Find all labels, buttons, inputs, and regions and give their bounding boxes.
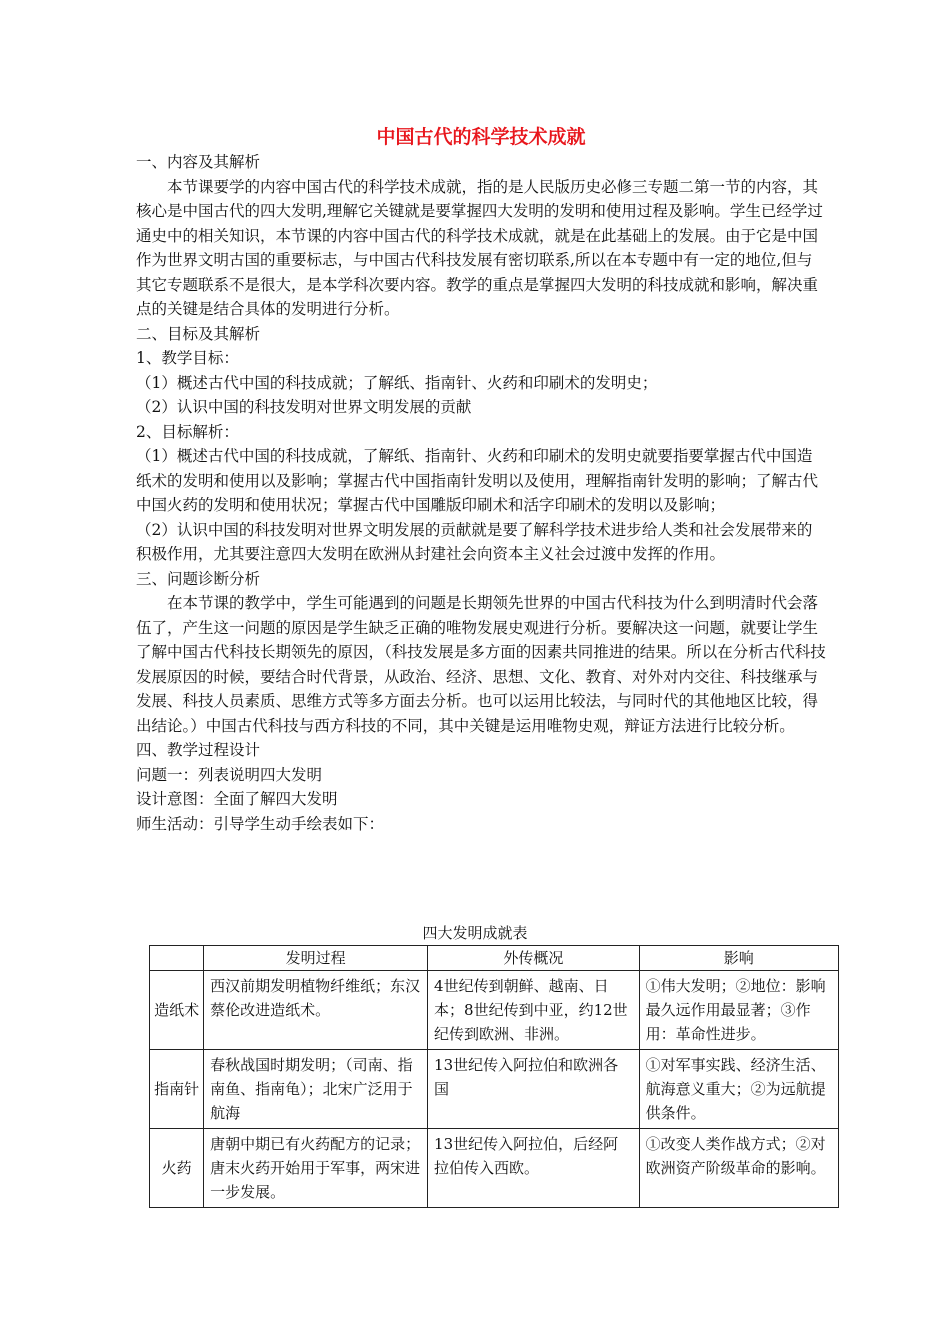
section-3-paragraph: 在本节课的教学中，学生可能遇到的问题是长期领先世界的中国古代科技为什么到明清时代会落伍了，产生这一问题的原因是学生缺乏正确的唯物发展史观进行分析。要解决这一问题，就要让学生了解中国古代科技长期领先的原因，（科技发展是多方面的因素共同推进的结果。所以在分析古代科技发展原因的时候，要结合时代背景，从政治、经济、思想、文化、教育、对外对内交往、科技继承与发展、科技人员素质、思维方式等多方面去分析。也可以运用比较法，与同时代的其他地区比较，得出结论。）中国古代科技与西方科技的不同，其中关键是运用唯物史观，辩证方法进行比较分析。: [136, 594, 826, 735]
teaching-goal-1: （1）概述古代中国的科技成就；了解纸、指南针、火药和印刷术的发明史；: [136, 373, 658, 392]
cell-impact: ①对军事实践、经济生活、航海意义重大；②为远航提供条件。: [639, 1050, 838, 1129]
section-3-heading: 三、问题诊断分析: [136, 569, 261, 588]
four-inventions-table: [149, 945, 839, 1208]
header-spread: 外传概况: [428, 946, 640, 971]
goal-analysis-1: （1）概述古代中国的科技成就，了解纸、指南针、火药和印刷术的发明史就要指要掌握古代中国造纸术的发明和使用以及影响；掌握古代中国指南针发明以及使用，理解指南针发明的影响；了解古代中国火药的发明和使用状况；掌握古代中国雕版印刷术和活字印刷术的发明以及影响；: [136, 447, 819, 514]
cell-spread: 13世纪传入阿拉伯，后经阿拉伯传入西欧。: [428, 1129, 640, 1208]
header-empty: [150, 946, 204, 971]
cell-process: 西汉前期发明植物纤维纸；东汉蔡伦改进造纸术。: [204, 971, 428, 1050]
cell-spread: 13世纪传入阿拉伯和欧洲各国: [428, 1050, 640, 1129]
cell-impact: ①伟大发明；②地位：影响最久远作用最显著；③作用：革命性进步。: [639, 971, 838, 1050]
design-intent: 设计意图：全面了解四大发明: [136, 790, 338, 808]
teacher-student-activity: 师生活动：引导学生动手绘表如下：: [136, 814, 385, 833]
cell-spread: 4世纪传到朝鲜、越南、日本；8世纪传到中亚，约12世纪传到欧洲、非洲。: [428, 971, 640, 1050]
section-1-heading: 一、内容及其解析: [136, 153, 261, 171]
question-1: 问题一：列表说明四大发明: [136, 765, 323, 784]
section-2-heading: 二、目标及其解析: [136, 324, 261, 343]
goal-analysis-2: （2）认识中国的科技发明对世界文明发展的贡献就是要了解科学技术进步给人类和社会发展带来的积极作用，尤其要注意四大发明在欧洲从封建社会向资本主义社会过渡中发挥的作用。: [136, 520, 813, 563]
cell-impact: ①改变人类作战方式；②对欧洲资产阶级革命的影响。: [639, 1129, 838, 1208]
section-4-heading: 四、教学过程设计: [136, 741, 261, 759]
header-impact: 影响: [639, 946, 838, 971]
page-title: 中国古代的科学技术成就: [376, 126, 586, 148]
table-row: [150, 1050, 839, 1129]
row-label-gunpowder: 火药: [150, 1129, 204, 1208]
table-caption: 四大发明成就表: [422, 924, 528, 942]
teaching-goal-2: （2）认识中国的科技发明对世界文明发展的贡献: [136, 398, 472, 416]
cell-process: 春秋战国时期发明；（司南、指南鱼、指南龟）；北宋广泛用于航海: [204, 1050, 428, 1129]
document-body: [136, 124, 826, 836]
row-label-papermaking: 造纸术: [150, 971, 204, 1050]
header-process: 发明过程: [204, 946, 428, 971]
teaching-goals-heading: 1、教学目标：: [136, 349, 239, 367]
table-header-row: [150, 946, 839, 971]
goal-analysis-heading: 2、目标解析：: [136, 422, 239, 441]
table-row: [150, 1129, 839, 1208]
section-1-paragraph: 本节课要学的内容中国古代的科学技术成就，指的是人民版历史必修三专题二第一节的内容，其核心是中国古代的四大发明,理解它关键就是要掌握四大发明的发明和使用过程及影响。学生已经学过通史中的相关知识，本节课的内容中国古代的科学技术成就，就是在此基础上的发展。由于它是中国作为世界文明古国的重要标志，与中国古代科技发展有密切联系,所以在本专题中有一定的地位,但与其它专题联系不是很大，是本学科次要内容。教学的重点是掌握四大发明的科技成就和影响，解决重点的关键是结合具体的发明进行分析。: [136, 177, 823, 318]
row-label-compass: 指南针: [150, 1050, 204, 1129]
cell-process: 唐朝中期已有火药配方的记录；唐末火药开始用于军事，两宋进一步发展。: [204, 1129, 428, 1208]
table-row: [150, 971, 839, 1050]
